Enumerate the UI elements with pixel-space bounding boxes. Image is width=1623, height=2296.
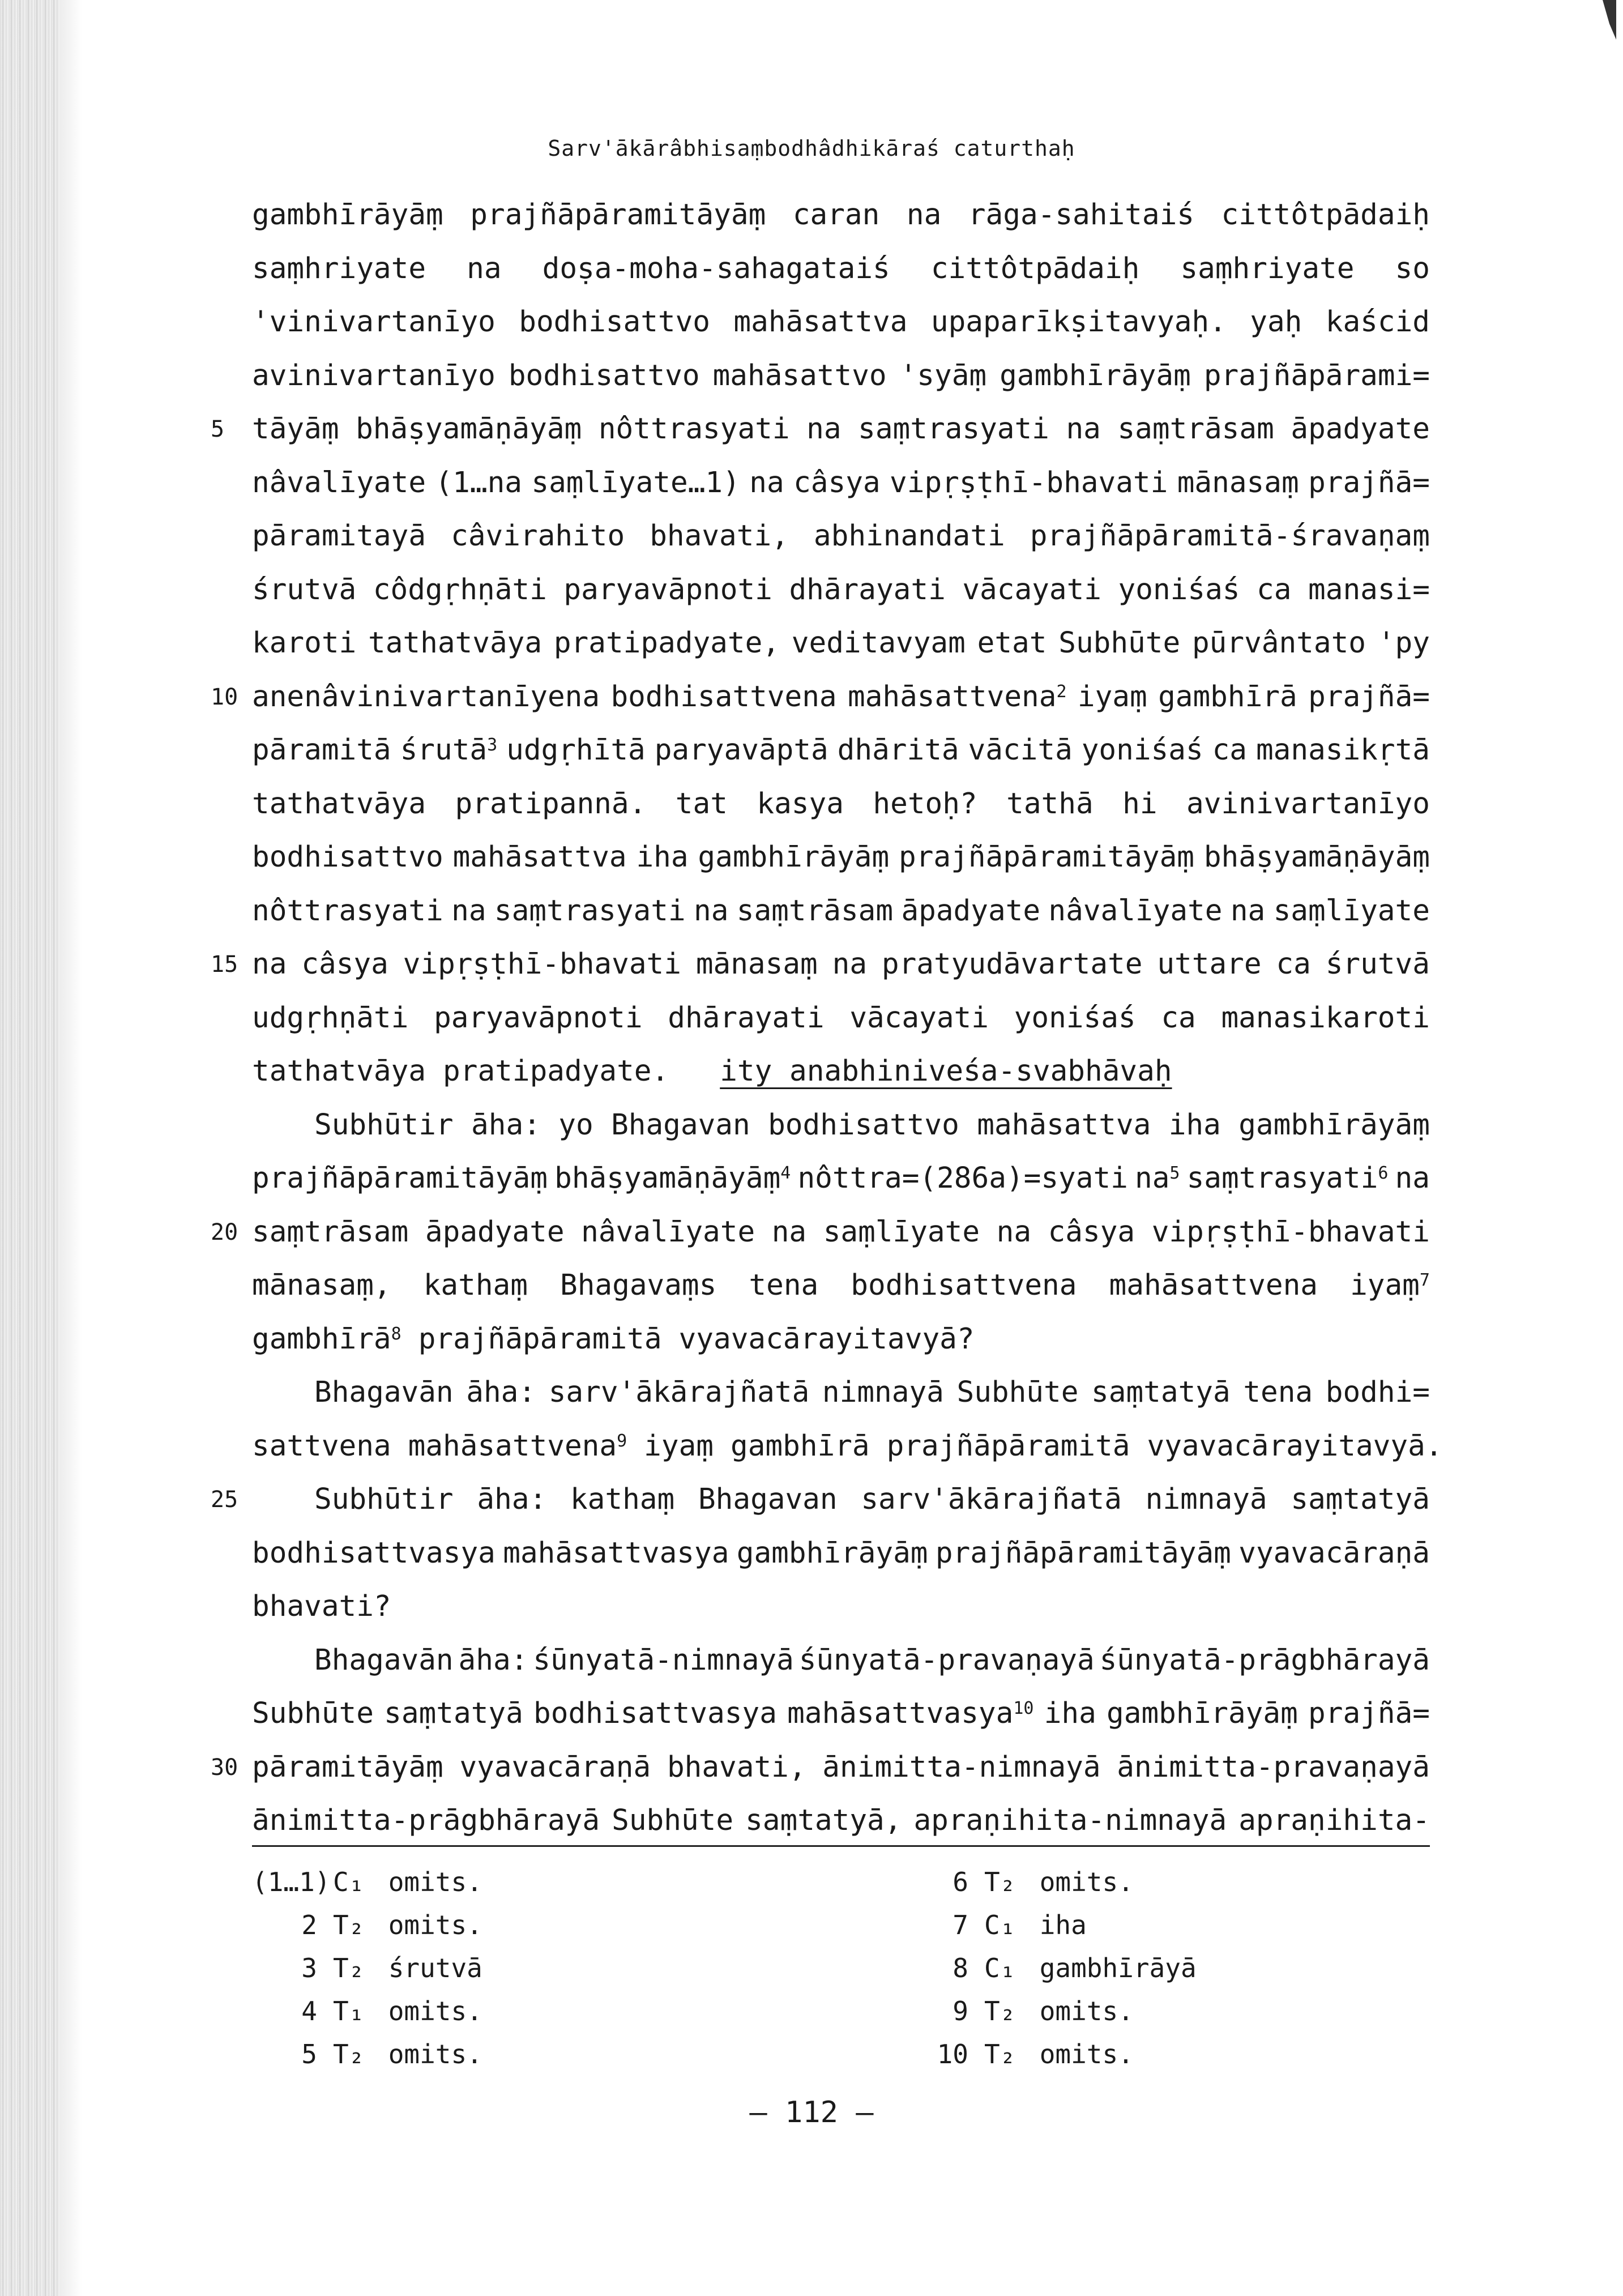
- word: nimnayā: [822, 1376, 944, 1409]
- footnote-siglum: T₂: [984, 1867, 1016, 1897]
- text-line: [252, 1263, 1430, 1308]
- word: saṃtatyā: [1091, 1376, 1231, 1409]
- word: dhārayati: [668, 1001, 825, 1035]
- footnote-rule: [252, 1845, 1430, 1847]
- text-line: [314, 1103, 1430, 1148]
- word: prajñāpāramitā-śravaṇaṃ: [1030, 519, 1430, 553]
- running-header: Sarv'ākārâbhisaṃbodhâdhikāraś caturthaḥ: [548, 136, 1075, 161]
- word: yoniśaś: [1081, 733, 1203, 767]
- footnote: [252, 1947, 482, 1990]
- word: avinivartanīyo: [252, 359, 496, 392]
- footnote-text: omits.: [1024, 1867, 1134, 1897]
- word: bodhisattvo: [768, 1108, 959, 1142]
- word: na: [996, 1215, 1032, 1249]
- word: āpadyate: [901, 894, 1041, 928]
- text-line: [252, 1745, 1430, 1790]
- word: abhinandati: [813, 519, 1005, 553]
- word: hi: [1122, 787, 1158, 821]
- word: vyavacārayitavyā?: [678, 1322, 975, 1356]
- word: yaḥ: [1250, 305, 1302, 339]
- text-line: [252, 1531, 1430, 1576]
- word: cittôtpādaiḥ: [930, 251, 1140, 285]
- footnote: [917, 2033, 1134, 2076]
- word: bodhisattvena: [851, 1269, 1077, 1302]
- footnote-key: 8: [953, 1953, 968, 1983]
- word: apraṇihita-nimnayā: [913, 1804, 1227, 1837]
- word: bhavati,: [667, 1750, 806, 1784]
- word: āha:: [466, 1376, 536, 1409]
- word: nâvalīyate: [252, 466, 426, 500]
- footnote: [252, 1860, 482, 1904]
- word: kathaṃ: [570, 1483, 675, 1516]
- word: (1…na: [435, 466, 522, 500]
- line-number: 5: [211, 416, 225, 442]
- word: saṃtatyā: [1291, 1483, 1430, 1516]
- word: Subhūte: [612, 1804, 734, 1837]
- footnote: [917, 1860, 1134, 1904]
- word: udgṛhṇāti: [252, 1001, 409, 1035]
- word: āha:: [471, 1108, 541, 1142]
- word: tathā: [1006, 787, 1094, 821]
- word: śrutvā: [252, 573, 357, 607]
- word: ca: [1257, 573, 1292, 607]
- footnote-text: gambhīrāyā: [1024, 1953, 1197, 1983]
- word: nâvalīyate: [1048, 894, 1223, 928]
- word: Subhūte: [1058, 626, 1181, 660]
- word: prajñāpāramitāyāṃ: [470, 198, 766, 232]
- word: Bhagavān: [314, 1376, 454, 1409]
- text-line: [252, 782, 1430, 827]
- word: 'vinivartanīyo: [252, 305, 496, 339]
- word: Subhūte: [252, 1697, 374, 1730]
- footnote-key: (1…1): [252, 1867, 331, 1897]
- text-line: [252, 1317, 1430, 1362]
- word: na: [1066, 412, 1101, 446]
- word: iyaṃ: [1077, 680, 1147, 714]
- word: āha:: [458, 1643, 528, 1677]
- word: vyavacāraṇā: [1238, 1536, 1430, 1570]
- line-number: 25: [211, 1487, 238, 1513]
- word: saṃtrāsam: [736, 894, 894, 928]
- footnote: [917, 1904, 1087, 1947]
- scan-corner-mark: [1599, 0, 1616, 40]
- word: vipṛṣṭhī-bhavati: [890, 466, 1168, 500]
- word: mahāsattva: [452, 840, 627, 874]
- word: cittôtpādaiḥ: [1221, 198, 1430, 232]
- word: kaścid: [1325, 305, 1430, 339]
- text-line: [252, 407, 1430, 452]
- word: ca: [1212, 733, 1248, 767]
- word: kasya: [757, 787, 844, 821]
- text-line: [252, 728, 1430, 773]
- word: iyaṃ: [644, 1429, 714, 1463]
- word: saṃtrasyati$^6$: [1186, 1162, 1389, 1195]
- word: gambhīrāyāṃ: [1000, 359, 1191, 392]
- word: ānimitta-prāgbhārayā: [252, 1804, 600, 1837]
- word: 'py: [1377, 626, 1430, 660]
- word: ānimitta-pravaṇayā: [1117, 1750, 1430, 1784]
- word: mānasaṃ: [695, 948, 818, 981]
- word: udgṛhītā: [506, 733, 646, 767]
- text-line: [252, 246, 1430, 292]
- text-line: [252, 1798, 1430, 1843]
- word: na: [451, 894, 486, 928]
- footnote-text: omits.: [373, 1867, 482, 1897]
- footnote-siglum: T₁: [333, 1996, 365, 2026]
- word: bhāṣyamāṇāyāṃ$^4$: [554, 1162, 791, 1195]
- word: paryavāptā: [654, 733, 828, 767]
- footnote-key: 5: [301, 2039, 317, 2069]
- word: apraṇihita-: [1238, 1804, 1430, 1837]
- text-line: [252, 889, 1430, 934]
- text-line: [252, 300, 1430, 345]
- word: gambhīrā: [731, 1429, 870, 1463]
- word: bodhi=: [1325, 1376, 1430, 1409]
- word: iha: [1044, 1697, 1096, 1730]
- word: prajñā=: [1308, 680, 1430, 714]
- word: na: [771, 1215, 807, 1249]
- text-line: [252, 835, 1430, 880]
- word: śūnyatā-prāgbhārayā: [1099, 1643, 1430, 1677]
- word: prajñāpāramitāyāṃ: [935, 1536, 1231, 1570]
- word: vācitā: [968, 733, 1073, 767]
- word: śūnyatā-nimnayā: [533, 1643, 794, 1677]
- footnote-siglum: T₂: [984, 1996, 1016, 2026]
- word: saṃhriyate: [1180, 251, 1355, 285]
- footnote-siglum: C₁: [984, 1910, 1016, 1940]
- text-line: [252, 514, 1430, 559]
- word: tathatvāya: [252, 787, 426, 821]
- word: hetoḥ?: [873, 787, 977, 821]
- word: na: [693, 894, 729, 928]
- word: Bhagavān: [314, 1643, 454, 1677]
- word: nâvalīyate: [581, 1215, 755, 1249]
- text-line: [252, 1156, 1430, 1201]
- word: vipṛṣṭhī-bhavati: [1151, 1215, 1430, 1249]
- word: mahāsattvena$^9$: [408, 1429, 627, 1463]
- text-line: [252, 567, 1430, 613]
- word: saṃtrāsam: [1117, 412, 1274, 446]
- word: mahāsattvasya$^{10}$: [787, 1697, 1034, 1730]
- word: na: [832, 948, 868, 981]
- word: pratipadyate.: [443, 1055, 669, 1088]
- word: nimnayā: [1145, 1483, 1267, 1516]
- word: śūnyatā-pravaṇayā: [798, 1643, 1095, 1677]
- word: bodhisattvasya: [533, 1697, 777, 1730]
- word: veditavyam: [791, 626, 966, 660]
- scan-gutter-shadow: [0, 0, 59, 2296]
- word: prajñā=: [1308, 1697, 1430, 1730]
- word: Subhūte: [956, 1376, 1079, 1409]
- footnote: [917, 1990, 1134, 2033]
- word: upaparīkṣitavyaḥ.: [930, 305, 1227, 339]
- word: na: [806, 412, 842, 446]
- word: na: [749, 466, 784, 500]
- word: Bhagavan: [698, 1483, 838, 1516]
- word: prajñāpāramitā: [886, 1429, 1130, 1463]
- word: sarv'ākārajñatā: [861, 1483, 1122, 1516]
- word: côdgṛhṇāti: [373, 573, 547, 607]
- footnote-text: omits.: [373, 2039, 482, 2069]
- word: avinivartanīyo: [1186, 787, 1430, 821]
- word: vyavacāraṇā: [459, 1750, 651, 1784]
- word: mahāsattvena$^2$: [847, 680, 1067, 714]
- text-line: [252, 942, 1430, 987]
- word: yoniśaś: [1118, 573, 1240, 607]
- line-number: 10: [211, 684, 238, 710]
- word: câvirahito: [451, 519, 625, 553]
- word: iha: [636, 840, 689, 874]
- word: śrutā$^3$: [400, 733, 498, 767]
- word: bhāṣyamāṇāyāṃ: [356, 412, 582, 446]
- footnote-text: iha: [1024, 1910, 1087, 1940]
- footnote-siglum: T₂: [333, 1910, 365, 1940]
- footnote-siglum: T₂: [333, 2039, 365, 2069]
- word: na: [467, 251, 502, 285]
- text-line: [252, 1424, 1443, 1469]
- footnote-siglum: T₂: [984, 2039, 1016, 2069]
- word: āpadyate: [1291, 412, 1430, 446]
- word: doṣa-moha-sahagataiś: [542, 251, 890, 285]
- word: prajñāpāramitāyāṃ: [252, 1162, 548, 1195]
- word: mahāsattvena: [1109, 1269, 1318, 1302]
- word: bhavati,: [650, 519, 789, 553]
- word: 'syāṃ: [899, 359, 987, 392]
- word: gambhīrā$^8$: [252, 1322, 402, 1356]
- word: mahāsattvasya: [503, 1536, 729, 1570]
- word: mahāsattvo: [712, 359, 887, 392]
- footnote: [917, 1947, 1197, 1990]
- word: iha: [1168, 1108, 1221, 1142]
- word: mānasaṃ,: [252, 1269, 391, 1302]
- word: saṃhriyate: [252, 251, 426, 285]
- footnote-key: 3: [301, 1953, 317, 1983]
- text-line: [314, 1370, 1430, 1415]
- word: saṃlīyate: [1273, 894, 1430, 928]
- word: vyavacārayitavyā.: [1147, 1429, 1443, 1463]
- word: Subhūtir: [314, 1483, 454, 1516]
- word: tena: [749, 1269, 819, 1302]
- word: paryavāpnoti: [563, 573, 772, 607]
- word: bodhisattvo: [519, 305, 711, 339]
- footnote-key: 4: [301, 1996, 317, 2026]
- word: tathatvāya: [252, 1055, 426, 1088]
- word: pratipannā.: [455, 787, 647, 821]
- word: tathatvāya: [368, 626, 543, 660]
- word: bodhisattvo: [508, 359, 700, 392]
- footnote: [252, 1904, 482, 1947]
- text-line: [252, 996, 1430, 1041]
- word: etat: [977, 626, 1047, 660]
- word: Bhagavan: [611, 1108, 750, 1142]
- line-number: 20: [211, 1219, 238, 1245]
- word: vipṛṣṭhī-bhavati: [403, 948, 681, 981]
- word: mahāsattva: [733, 305, 908, 339]
- word: ca: [1161, 1001, 1196, 1035]
- word: caran: [792, 198, 880, 232]
- word: vācayati: [849, 1001, 989, 1035]
- footnote-text: omits.: [1024, 2039, 1134, 2069]
- word: gambhīrā: [1158, 680, 1297, 714]
- footnote: [252, 2033, 482, 2076]
- scan-gutter-fade: [59, 0, 82, 2296]
- footnote-key: 9: [953, 1996, 968, 2026]
- footnote: [252, 1990, 482, 2033]
- footnote-text: omits.: [373, 1910, 482, 1940]
- page-number: — 112 —: [749, 2096, 874, 2129]
- word: yo: [558, 1108, 593, 1142]
- text-line: [252, 1691, 1430, 1736]
- line-number: 15: [211, 951, 238, 978]
- word: gambhīrāyāṃ: [736, 1536, 928, 1570]
- word: pāramitā: [252, 733, 391, 767]
- word: iyaṃ$^7$: [1350, 1269, 1430, 1302]
- footnote-text: śrutvā: [373, 1953, 482, 1983]
- word: $na^5$: [1134, 1162, 1180, 1195]
- text-line: [252, 460, 1430, 506]
- word: na: [906, 198, 942, 232]
- word: na: [1395, 1162, 1430, 1195]
- word: tāyāṃ: [252, 412, 339, 446]
- word: paryavāpnoti: [434, 1001, 643, 1035]
- word: saṃlīyate…1): [531, 466, 740, 500]
- word: prajñā=: [1308, 466, 1430, 500]
- word: pāramitayā: [252, 519, 426, 553]
- footnote-key: 6: [953, 1867, 968, 1897]
- text-line: [252, 1049, 1430, 1094]
- footnote-key: 10: [937, 2039, 968, 2069]
- word: gambhīrāyāṃ: [698, 840, 890, 874]
- footnote-siglum: T₂: [333, 1953, 365, 1983]
- word: pāramitāyāṃ: [252, 1750, 443, 1784]
- footnote-siglum: C₁: [333, 1867, 365, 1897]
- underlined-phrase: ity anabhiniveśa-svabhāvaḥ: [720, 1055, 1172, 1088]
- word: tat: [675, 787, 728, 821]
- word: na: [1230, 894, 1266, 928]
- text-line: [252, 1210, 1430, 1255]
- word: pratipadyate,: [553, 626, 780, 660]
- word: pratyudāvartate: [881, 948, 1143, 981]
- word: ca: [1276, 948, 1311, 981]
- footnote-key: 2: [301, 1910, 317, 1940]
- word: manasi=: [1308, 573, 1430, 607]
- word: sattvena: [252, 1429, 391, 1463]
- word: manasikṛtā: [1255, 733, 1430, 767]
- word: yoniśaś: [1014, 1001, 1136, 1035]
- text-line: [252, 353, 1430, 399]
- word: saṃlīyate: [823, 1215, 980, 1249]
- text-line: [252, 193, 1430, 238]
- word: gambhīrāyāṃ: [252, 198, 443, 232]
- word: gambhīrāyāṃ: [1238, 1108, 1430, 1142]
- line-number: 30: [211, 1754, 238, 1781]
- word: kathaṃ: [423, 1269, 528, 1302]
- word: so: [1395, 251, 1430, 285]
- word: bhavati?: [252, 1590, 391, 1623]
- word: Subhūtir: [314, 1108, 454, 1142]
- word: na: [252, 948, 287, 981]
- word: saṃtatyā: [384, 1697, 523, 1730]
- word: āha:: [477, 1483, 547, 1516]
- word: nôttra=(286a)=syati: [797, 1162, 1128, 1195]
- word: nôttrasyati: [598, 412, 790, 446]
- text-line: [314, 1638, 1430, 1683]
- word: mahāsattva: [977, 1108, 1151, 1142]
- word: Bhagavaṃs: [560, 1269, 717, 1302]
- word: bodhisattvasya: [252, 1536, 496, 1570]
- text-line: [314, 1477, 1430, 1522]
- footnote-text: omits.: [1024, 1996, 1134, 2026]
- footnote-text: omits.: [373, 1996, 482, 2026]
- word: dhārayati: [789, 573, 946, 607]
- word: tena: [1243, 1376, 1313, 1409]
- word: câsya: [793, 466, 881, 500]
- word: bodhisattvo: [252, 840, 443, 874]
- word: pūrvântato: [1191, 626, 1366, 660]
- word: śrutvā: [1325, 948, 1430, 981]
- word: saṃtrāsam: [252, 1215, 409, 1249]
- word: uttare: [1157, 948, 1262, 981]
- word: rāga-sahitaiś: [968, 198, 1194, 232]
- word: prajñāpāramitā: [418, 1322, 662, 1356]
- text-line: [252, 621, 1430, 666]
- word: dhāritā: [837, 733, 959, 767]
- word: prajñāpārami=: [1203, 359, 1430, 392]
- word: nôttrasyati: [252, 894, 443, 928]
- word: bodhisattvena: [610, 680, 837, 714]
- word: bhāṣyamāṇāyāṃ: [1203, 840, 1430, 874]
- footnote-key: 7: [953, 1910, 968, 1940]
- footnote-siglum: C₁: [984, 1953, 1016, 1983]
- word: câsya: [1048, 1215, 1135, 1249]
- word: āpadyate: [425, 1215, 565, 1249]
- word: sarv'ākārajñatā: [548, 1376, 810, 1409]
- word: vācayati: [962, 573, 1101, 607]
- word: anenâvinivartanīyena: [252, 680, 600, 714]
- text-line: [252, 1584, 1430, 1629]
- word: karoti: [252, 626, 357, 660]
- word: mānasaṃ: [1177, 466, 1299, 500]
- word: gambhīrāyāṃ: [1107, 1697, 1298, 1730]
- word: prajñāpāramitāyāṃ: [899, 840, 1194, 874]
- word: saṃtatyā,: [745, 1804, 902, 1837]
- word: câsya: [301, 948, 388, 981]
- word: saṃtrasyati: [494, 894, 686, 928]
- word: manasikaroti: [1221, 1001, 1430, 1035]
- word: ānimitta-nimnayā: [822, 1750, 1101, 1784]
- word: saṃtrasyati: [858, 412, 1049, 446]
- text-line: [252, 675, 1430, 720]
